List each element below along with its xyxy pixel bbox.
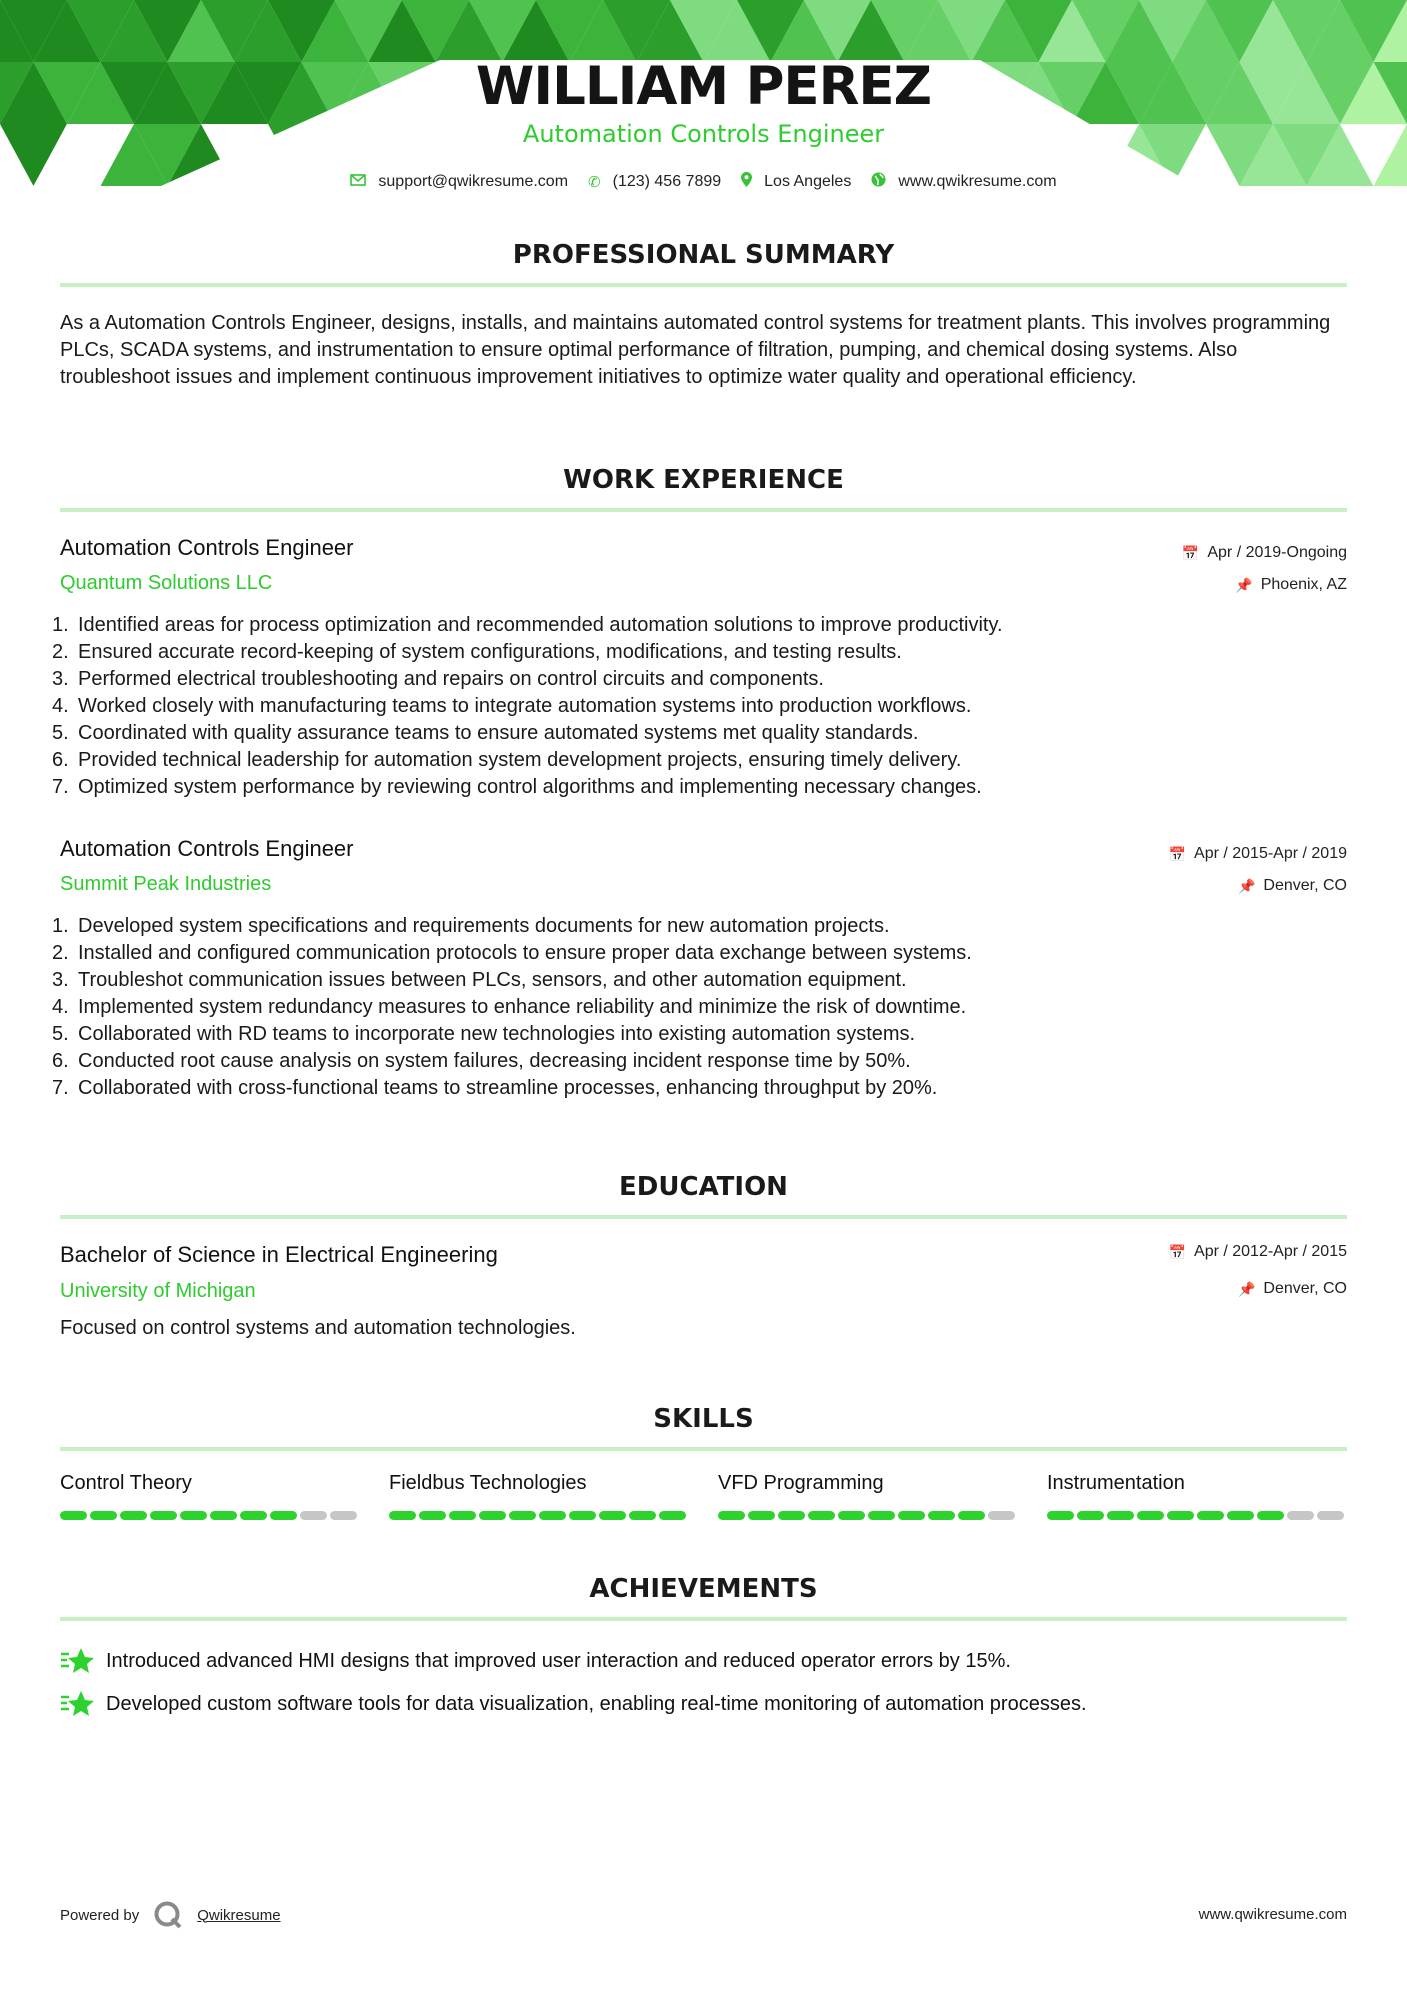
skill-item	[718, 1472, 1018, 1520]
contact-email[interactable]	[350, 173, 568, 191]
skill-level-segment	[1107, 1511, 1134, 1520]
skill-level-segment	[1167, 1511, 1194, 1520]
list-item: 3. Performed electrical troubleshooting and repairs on control circuits and components.	[52, 668, 824, 690]
job-dates-text: Apr / 2015-Apr / 2019	[1194, 845, 1347, 862]
contact-email-text: support@qwikresume.com	[378, 172, 569, 190]
qwikresume-link[interactable]: Qwikresume	[197, 1906, 281, 1924]
job-role: Automation Controls Engineer	[60, 535, 354, 560]
footer-branding	[60, 1900, 281, 1930]
education-location-text: Denver, CO	[1263, 1280, 1347, 1297]
skill-level-segment	[1077, 1511, 1104, 1520]
contact-phone-text: (123) 456 7899	[612, 172, 722, 190]
education-divider	[60, 1215, 1347, 1219]
skill-level-segment	[449, 1511, 476, 1520]
education-heading: EDUCATION	[619, 1172, 788, 1202]
list-item: 1. Developed system specifications and requirements documents for new automation projects.	[52, 915, 890, 937]
skill-level-segment	[419, 1511, 446, 1520]
skill-level-segment	[1197, 1511, 1224, 1520]
skill-level-segment	[898, 1511, 925, 1520]
contact-phone[interactable]	[588, 173, 721, 191]
list-item: 7. Optimized system performance by reviewing control algorithms and implementing necessary changes.	[52, 776, 982, 798]
skills-divider	[60, 1447, 1347, 1451]
list-item: 2. Installed and configured communication protocols to ensure proper data exchange between systems.	[52, 942, 972, 964]
skill-level-segment	[210, 1511, 237, 1520]
list-item: 6. Provided technical leadership for automation system development projects, ensuring timely delivery.	[52, 749, 962, 771]
contact-bar	[0, 172, 1407, 191]
job-responsibilities	[52, 612, 1003, 801]
skill-level-segment	[1227, 1511, 1254, 1520]
skill-level-bar	[60, 1511, 360, 1520]
skill-level-segment	[180, 1511, 207, 1520]
summary-divider	[60, 283, 1347, 287]
skill-level-segment	[718, 1511, 745, 1520]
skills-heading: SKILLS	[653, 1404, 754, 1434]
contact-location-text: Los Angeles	[764, 172, 852, 190]
job-location	[1235, 576, 1347, 594]
list-item: 7. Collaborated with cross-functional teams to streamline processes, enhancing throughput by 20%.	[52, 1077, 938, 1099]
skill-name: Fieldbus Technologies	[389, 1472, 587, 1494]
calendar-icon: 📅	[1168, 1243, 1187, 1260]
footer-website[interactable]: www.qwikresume.com	[1198, 1906, 1347, 1923]
skill-level-bar	[1047, 1511, 1347, 1520]
envelope-icon	[350, 173, 366, 190]
skill-level-segment	[629, 1511, 656, 1520]
map-marker-icon	[741, 172, 752, 191]
skill-level-segment	[1287, 1511, 1314, 1520]
skill-level-segment	[599, 1511, 626, 1520]
skill-level-segment	[120, 1511, 147, 1520]
skill-level-segment	[270, 1511, 297, 1520]
pushpin-icon: 📌	[1237, 877, 1256, 894]
contact-location	[741, 172, 851, 191]
education-school: University of Michigan	[60, 1280, 256, 1302]
achievement-text: Developed custom software tools for data visualization, enabling real-time monitoring of automation processes.	[106, 1692, 1087, 1715]
achievement-text: Introduced advanced HMI designs that improved user interaction and reduced operator errors by 15%.	[106, 1649, 1011, 1672]
skill-level-segment	[389, 1511, 416, 1520]
skill-level-segment	[90, 1511, 117, 1520]
skill-level-bar	[718, 1511, 1018, 1520]
list-item: 2. Ensured accurate record-keeping of system configurations, modifications, and testing results.	[52, 641, 902, 663]
skill-name: Instrumentation	[1047, 1472, 1185, 1494]
summary-heading: PROFESSIONAL SUMMARY	[512, 240, 895, 270]
skill-level-segment	[1137, 1511, 1164, 1520]
education-degree: Bachelor of Science in Electrical Engineering	[60, 1242, 498, 1267]
education-dates-text: Apr / 2012-Apr / 2015	[1194, 1243, 1347, 1260]
skill-level-segment	[1317, 1511, 1344, 1520]
job-dates	[1182, 544, 1347, 562]
skill-level-segment	[569, 1511, 596, 1520]
skill-level-segment	[748, 1511, 775, 1520]
candidate-name: WILLIAM PEREZ	[475, 56, 932, 117]
contact-website-text: www.qwikresume.com	[898, 172, 1057, 190]
skill-item	[60, 1472, 360, 1520]
job-company: Quantum Solutions LLC	[60, 572, 273, 594]
skill-level-segment	[659, 1511, 686, 1520]
skill-level-segment	[958, 1511, 985, 1520]
skill-level-segment	[1257, 1511, 1284, 1520]
skill-level-segment	[240, 1511, 267, 1520]
list-item: 5. Coordinated with quality assurance teams to ensure automated systems met quality standards.	[52, 722, 919, 744]
phone-icon: ✆	[588, 173, 601, 191]
skill-level-segment	[479, 1511, 506, 1520]
contact-website[interactable]	[871, 172, 1056, 191]
skill-level-segment	[868, 1511, 895, 1520]
job-responsibilities	[52, 913, 972, 1102]
list-item: 6. Conducted root cause analysis on system failures, decreasing incident response time by 50%.	[52, 1050, 911, 1072]
skill-level-segment	[150, 1511, 177, 1520]
job-role: Automation Controls Engineer	[60, 836, 354, 861]
list-item: 1. Identified areas for process optimization and recommended automation solutions to improve productivity.	[52, 614, 1003, 636]
star-icon	[60, 1688, 94, 1720]
calendar-icon: 📅	[1181, 544, 1200, 561]
list-item: 4. Implemented system redundancy measures to enhance reliability and minimize the risk of downtime.	[52, 996, 967, 1018]
pushpin-icon: 📌	[1237, 1280, 1256, 1297]
skill-level-segment	[539, 1511, 566, 1520]
list-item: 3. Troubleshot communication issues between PLCs, sensors, and other automation equipment.	[52, 969, 907, 991]
pushpin-icon: 📌	[1235, 576, 1253, 593]
skill-item	[389, 1472, 689, 1520]
skill-name: VFD Programming	[718, 1472, 884, 1494]
job-dates-text: Apr / 2019-Ongoing	[1207, 544, 1347, 561]
job-company: Summit Peak Industries	[60, 873, 272, 895]
education-dates	[1169, 1243, 1347, 1261]
skill-name: Control Theory	[60, 1472, 192, 1494]
skill-level-segment	[60, 1511, 87, 1520]
candidate-title: Automation Controls Engineer	[522, 120, 885, 148]
skill-level-bar	[389, 1511, 689, 1520]
education-location	[1238, 1280, 1347, 1298]
achievements-heading: ACHIEVEMENTS	[589, 1574, 818, 1604]
skill-level-segment	[838, 1511, 865, 1520]
skill-level-segment	[1047, 1511, 1074, 1520]
skill-level-segment	[778, 1511, 805, 1520]
experience-divider	[60, 508, 1347, 512]
job-location-text: Phoenix, AZ	[1260, 576, 1347, 593]
achievements-divider	[60, 1617, 1347, 1621]
achievement-item	[60, 1688, 1087, 1720]
skill-item	[1047, 1472, 1347, 1520]
job-location	[1238, 877, 1347, 895]
job-location-text: Denver, CO	[1263, 877, 1347, 894]
skill-level-segment	[330, 1511, 357, 1520]
list-item: 5. Collaborated with RD teams to incorporate new technologies into existing automation systems.	[52, 1023, 916, 1045]
skill-level-segment	[509, 1511, 536, 1520]
skill-level-segment	[928, 1511, 955, 1520]
skill-level-segment	[808, 1511, 835, 1520]
education-description: Focused on control systems and automation technologies.	[60, 1317, 576, 1339]
skill-level-segment	[300, 1511, 327, 1520]
star-icon	[60, 1645, 94, 1677]
qwikresume-logo-icon	[153, 1900, 183, 1930]
calendar-icon: 📅	[1168, 845, 1187, 862]
summary-text: As a Automation Controls Engineer, designs, installs, and maintains automated control systems for treatment plants. This involves programming PLCs, SCADA systems, and instrumentation to ensure optimal performance of filtration, pumping, and chemical dosing systems. Also troubleshoot issues and implement continuous improvement initiatives to optimize water quality and operational efficiency.	[60, 312, 1331, 388]
achievement-item	[60, 1645, 1011, 1677]
experience-heading: WORK EXPERIENCE	[563, 465, 844, 495]
globe-icon	[871, 172, 886, 191]
powered-by-label: Powered by	[60, 1906, 140, 1924]
list-item: 4. Worked closely with manufacturing teams to integrate automation systems into production workflows.	[52, 695, 972, 717]
job-dates	[1169, 845, 1347, 863]
skill-level-segment	[988, 1511, 1015, 1520]
